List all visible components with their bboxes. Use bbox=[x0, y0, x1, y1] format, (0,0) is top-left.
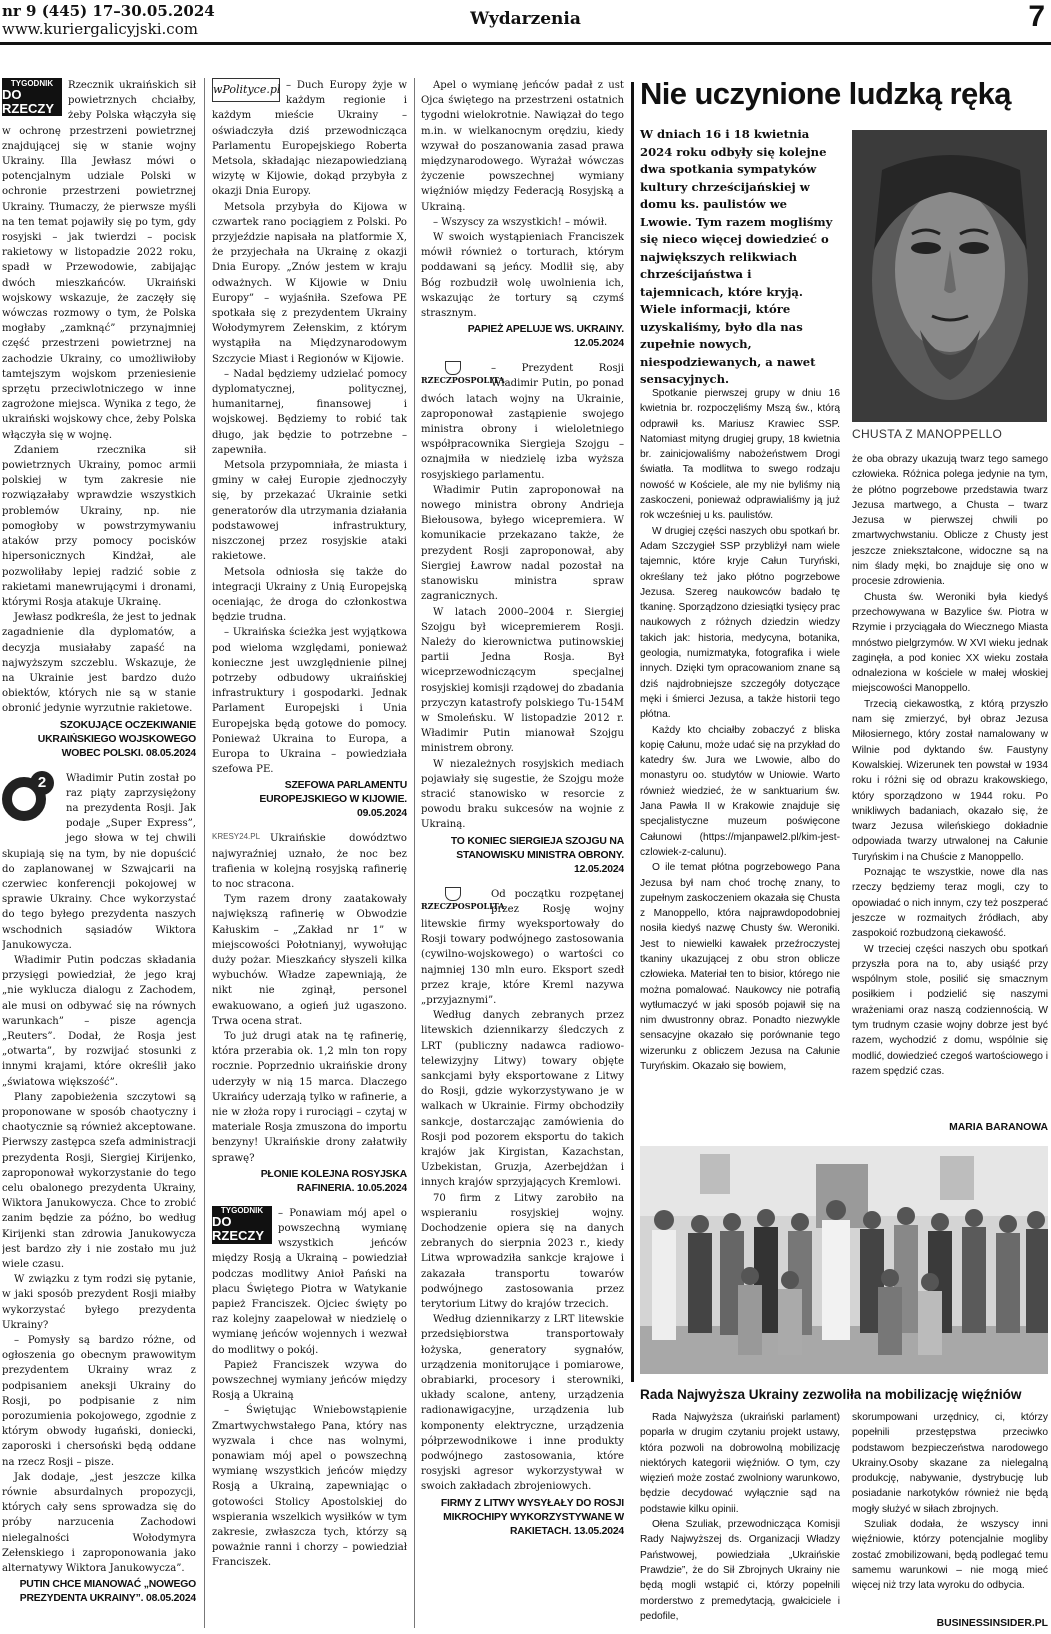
brief-column-b bbox=[852, 1410, 1048, 1632]
paragraph: Jak dodaje, „jest jeszcze kilka równie absurdalnych propozycji, których cały sens sprowadza się do próby narzucenia Zachodowi nielegalności Wołodymyra Zełenskiego i zaproponowania jako alternatywy Wiktora Janukowycza”. bbox=[2, 1471, 196, 1575]
column-divider bbox=[414, 78, 415, 1628]
paragraph: – Wszyscy za wszystkich! – mówił. bbox=[433, 216, 608, 228]
paragraph: Według danych zebranych przez litewskich dziennikarzy śledczych z LRT (publiczny nadawca radiowo-telewizyjny Litwy) towary objęte sankcjami były eksportowane z Litwy do Rosji, gdzie wykorzystywano je w walkach w Ukrainie. Firmy obchodziły sankcje, dostarczając zamówienia do Rosji pod pozorem eksportu do takich krajów jak Kirgistan, Kazachstan, Uzbekistan, Gruzja, Azerbejdżan i innych krajów sprzyjających Kremlowi. bbox=[421, 1010, 624, 1189]
paragraph: Tym razem drony zaatakowały największą rafinerię w Obwodzie Kałuskim – „Zakład nr 1” w miejscowości Połotnianyj, wywołując duży pożar. Mieszkańcy słyszeli kilka wybuchów. Władze zapewniają, że nikt nie zginął, personel ewakuowano, a ogień już ugaszono. Trwa ocena strat. bbox=[212, 894, 407, 1027]
paragraph: Ukraińskie dowództwo najwyraźniej uznało, że noc bez trafienia w kolejną rosyjską rafinerię to noc stracona. bbox=[212, 833, 407, 890]
paragraph: Metsola przypomniała, że miasta i gminy w całej Europie zjednoczyły się, by przekazać Ukrainie setki generatorów dla utrzymania działania podstawowej infrastruktury, niszczonej przez rosyjskie ataki rakietowe. bbox=[212, 460, 407, 563]
article-byline: PŁONIE KOLEJNA ROSYJSKA RAFINERIA. 10.05.2024 bbox=[260, 1168, 407, 1194]
article-shoigu bbox=[421, 361, 624, 876]
paragraph: Apel o wymianę jeńców padał z ust Ojca świętego na przestrzeni ostatnich tygodni wielokrotnie. Nawiązał do tego m.in. w wielkanocnym orędziu, kiedy wzywał do poszanowania zasad prawa międzynarodowego. Wyrażał wówczas życzenie powszechnej wymiany więźniów między Federacją Rosyjską a Ukrainą. bbox=[421, 80, 624, 213]
issue-number: nr 9 (445) 17–30.05.2024 bbox=[2, 2, 215, 20]
wpolityce-logo: wPolityce.pl bbox=[212, 78, 280, 102]
header-rule bbox=[0, 42, 1051, 45]
article-byline: SZEFOWA PARLAMENTU EUROPEJSKIEGO W KIJOWIE. 09.05.2024 bbox=[259, 780, 407, 820]
paragraph: Chusta św. Weroniki była kiedyś przechowywana w Bazylice św. Piotra w Rzymie i przyciągała do Wiecznego Miasta mnóstwo pielgrzymów. W XVI wieku jednak zaginęła, a pod koniec XX wieku została odnaleziona w kościele w małej włoskiej miejscowości Manoppello. bbox=[852, 591, 1048, 695]
paragraph: W trzeciej części naszych obu spotkań przyszła pora na to, aby usiąść przy wspólnym stole, posilić się smacznym posiłkiem i podzielić się naszymi wrażeniami oraz naszą codziennością. W tym trudnym czasie wojny dobrze jest być razem, wychodzić z domu, wspólnie się modlić, dowiedzieć czegoś wartościowego i razem spędzić czas. bbox=[852, 943, 1048, 1077]
paragraph: Zdaniem rzecznika sił powietrznych Ukrainy, pomoc armii polskiej w tym zakresie nie rozwiązałaby wprawdzie wszystkich problemów Ukrainy, np. nie pomogłoby w powstrzymywaniu ataków przy pomocy pocisków hipersonicznych Kindżał, ale pozwoliłaby lepiej radzić sobie z rakietami manewrującymi i dronami, którymi Rosja atakuje Ukrainę. bbox=[2, 444, 196, 608]
paragraph: Władimir Putin zaproponował na nowego ministra obrony Andrieja Biełousowa, byłego wicepremiera. W komunikacie przekazano także, że prezydent Rosji zaproponował, aby Siergiej Ławrow nadal pozostał na stanowisku ministra spraw zagranicznych. bbox=[421, 484, 624, 603]
brief-title: Rada Najwyższa Ukrainy zezwoliła na mobilizację więźniów bbox=[640, 1387, 1022, 1402]
page-number: 7 bbox=[1028, 0, 1045, 33]
article-airspace bbox=[2, 78, 196, 761]
photo-caption: CHUSTA Z MANOPPELLO bbox=[852, 427, 1003, 441]
paragraph: Według dziennikarzy z LRT litewskie przedsiębiorstwa transportowały łożyska, generatory sygnałów, urządzenia monitorujące i pomiarowe, obrabiarki, procesory i sterowniki, układy scalone, anteny, urządzenia radionawigacyjne, urządzenia lub komponenty elektryczne, urządzenia półprzewodnikowe i inne produkty podwójnego zastosowania, które rosyjski agresor wykorzystywał w swoich zakładach zbrojeniowych. bbox=[421, 1314, 624, 1493]
paragraph: O ile temat płótna pogrzebowego Pana Jezusa był nam choć trochę znany, to zupełnym zaskoczeniem okazała się Chusta z Manoppello, która najprawdopodobniej nosiła kiedyś nazwę Chusty św. Weroniki. Jest to niewielki kawałek przeźroczystej tkaniny ukazującej z obu stron oblicze człowieka. Materiał ten to bisior, którego nie można pomalować. Naukowcy nie potrafią wytłumaczyć w jaki sposób pojawił się na nim dwustronny obraz. Ponadto niezwykle sensacyjne okazało się porównanie tego wizerunku z obliczem Jezusa na Całunie Turyńskim. Okazało się bowiem, bbox=[640, 862, 840, 1073]
article-byline: PAPIEŻ APELUJE WS. UKRAINY. 12.05.2024 bbox=[467, 324, 624, 350]
brief-column-a bbox=[640, 1410, 840, 1632]
feature-author: MARIA BARANOWA bbox=[949, 1122, 1048, 1133]
article-byline: FIRMY Z LITWY WYSYŁAŁY DO ROSJI MIKROCHIPY WYKORZYSTYWANE W RAKIETACH. 13.05.2024 bbox=[440, 1497, 624, 1537]
paragraph: Trzecią ciekawostką, z którą przyszło nam się zmierzyć, był obraz Jezusa Miłosiernego, który został namalowany w Wilnie pod dyktando św. Faustyny Kowalskiej. Wizerunek ten powstał w 1934 roku i różni się od obrazu krakowskiego, który sporządzono w 1944 roku. Po wnikliwych badaniach, okazało się, że twarz Jezusa wileńskiego dokładnie odpowiada twarzy utrwalonej na Całunie Turyńskim i na Chuście z Manoppello. bbox=[852, 698, 1048, 863]
paragraph: – Ponawiam mój apel o powszechną wymianę wszystkich jeńców między Rosją a Ukrainą – powiedział podczas modlitwy Anioł Pański na placu Świętego Piotra w Watykanie papież Franciszek. Ojciec święty po raz kolejny zaapelował w niedzielę o wymianę jeńców wojennych i wezwał do modlitwy o pokój. bbox=[212, 1207, 407, 1356]
article-byline: TO KONIEC SIERGIEJA SZOJGU NA STANOWISKU MINISTRA OBRONY. 12.05.2024 bbox=[450, 835, 624, 875]
column-divider bbox=[204, 78, 205, 1628]
feature-lead: W dniach 16 i 18 kwietnia 2024 roku odbyły się kolejne dwa spotkania sympatyków kultury chrześcijańskiej w domu ks. paulistów we Lwowie. Tym razem mogliśmy się nieco więcej dowiedzieć o największych relikwiach chrześcijaństwa i tajemnicach, które kryją. Wiele informacji, które uzyskaliśmy, było dla nas zupełnie nowych, niespodziewanych, a nawet sensacyjnych. bbox=[640, 127, 833, 386]
paragraph: Poznając te wszystkie, nowe dla nas rzeczy będziemy teraz mogli, czy to opowiadać o nich innym, czy też poszperać jeszcze w rozmaitych źródłach, aby zaspokoić rozbudzoną ciekawość. bbox=[852, 867, 1048, 940]
paragraph: że oba obrazy ukazują twarz tego samego człowieka. Różnica polega jedynie na tym, że płótno pogrzebowe przedstawia twarz Jezusa martwego, a Chusta – twarz Jezusa w pierwszej chwili po zmartwychwstaniu. Oblicze z Chusty jest jeszcze zniekształcone, widoczne są na nim ślady męki, bo znajduje się ono w procesie zdrowienia. bbox=[852, 454, 1048, 588]
paragraph: – Duch Europy żyje w każdym regionie i każdym mieście Ukrainy – oświadczyła dziś przewodnicząca Parlamentu Europejskiego Roberta Metsola, składając niezapowiedzianą wizytę w Kijowie, dokąd przybyła z okazji Dnia Europy. bbox=[212, 80, 407, 198]
kresy-logo: KRESY24.PL bbox=[212, 832, 261, 842]
paragraph: Jewłasz podkreśla, że jest to jednak zagadnienie dla dyplomatów, a decyzja musiałaby zapaść na najwyższym szczeblu. Wskazuje, że na Ukrainie jest bardzo dużo obiektów, których nie są w stanie obronić jedynie wyrzutnie rakietowe. bbox=[2, 612, 196, 715]
site-url[interactable]: www.kuriergalicyjski.com bbox=[2, 20, 198, 38]
paragraph: W latach 2000–2004 r. Siergiej Szojgu był wicepremierem Rosji. Należy do kierownictwa putinowskiej partii Jedna Rosja. Był wiceprzewodniczącym specjalnej rosyjskiej komisji rządowej do zbadania przyczyn katastrofy polskiego Tu-154M w Smoleńsku. W listopadzie 2012 r. Władimir Putin mianował Szojgu ministrem obrony. bbox=[421, 606, 624, 755]
column-2 bbox=[212, 78, 407, 1632]
feature-column-b bbox=[852, 452, 1048, 1142]
paragraph: W swoich wystąpieniach Franciszek mówił również o torturach, którym poddawani są jeńcy. Modlił się, aby Bóg rozbudził wolę uwolnienia ich, wskazując że tortury są czymś strasznym. bbox=[421, 232, 624, 320]
column-3 bbox=[421, 78, 624, 1632]
paragraph: Szuliak dodała, że wszyscy inni więźniowie, którzy potencjalnie mogliby zostać zmobilizowani, będą podlegać temu samemu warunkowi – nie mogą mieć więcej niż trzy lata wyroku do odbycia. bbox=[852, 1519, 1048, 1592]
paragraph: Władimir Putin został po raz piąty zaprzysiężony na prezydenta Rosji. Jak podaje „Super Express”, jego słowa w tej chwili skupiają się na tym, by nie dopuścić do zaplanowanej w Szwajcarii na czerwiec konferencji pokojowej w sprawie Ukrainy. Chce wykorzystać do tego byłego prezydenta naszych wschodnich sąsiadów Wiktora Janukowycza. bbox=[2, 772, 196, 951]
feature-title: Nie uczynione ludzką ręką bbox=[640, 76, 1011, 111]
paragraph: Plany zapobieżenia szczytowi są proponowane w sposób chaotyczny i chaotycznie są również akceptowane. Pierwszy zastępca szefa administracji prezydenta Rosji, Siergiej Kirijenko, zaproponował wykorzystanie do tego celu obalonego prezydenta Ukrainy, Wiktora Janukowycza. Chce to zrobić zanim będzie za późno, bo według Kirijenki stan zdrowia Janukowycza jest bardzo zły i nie zostało mu już wiele czasu. bbox=[2, 1091, 196, 1271]
paragraph: – Ukraińska ścieżka jest wyjątkowa pod wieloma względami, ponieważ konieczne jest uwzględnienie pilnej potrzeby odbudowy ukraińskiej infrastruktury i gospodarki. Jednak Parlament Europejski i Unia Europejska będą gotowe do pomocy. Ponieważ Ukraina to Europa, a Europa to Ukraina – powiedziała szefowa PE. bbox=[212, 627, 407, 776]
paragraph: Rada Najwyższa (ukraiński parlament) poparła w drugim czytaniu projekt ustawy, która pozwoli na dobrowolną mobilizację niektórych kategorii więźniów. O tym, czy więzień może zostać zwolniony warunkowo, będzie decydować wyłącznie sąd na podstawie kilku opinii. bbox=[640, 1412, 840, 1515]
paragraph: Władimir Putin podczas składania przysięgi powiedział, że jego kraj „nie wyklucza dialogu z Zachodem, ale musi on odbywać się na równych warunkach” – pisze agencja „Reuters”. Dodał, że Rosja jest „otwarta”, by rozwijać stosunki z innymi krajami, które określił jako „światowa większość”. bbox=[2, 954, 196, 1088]
feature-column-a bbox=[640, 386, 840, 1156]
paragraph: Papież Franciszek wzywa do powszechnej wymiany jeńców między Rosją a Ukrainą bbox=[212, 1359, 407, 1402]
paragraph: To już drugi atak na tę rafinerię, która przerabia ok. 1,2 mln ton ropy rocznie. Poprzednio ukraińskie drony uderzyły w nią 15 marca. Dlaczego Ukraińcy uderzają tylko w rafinerie, a nie w złoża ropy i rurociągi – czytaj w materiale Rosja zmuszona do importu benzyny! Ukraińskie drony załatwiły sprawę? bbox=[212, 1030, 407, 1164]
paragraph: W niezależnych rosyjskich mediach pojawiały się sugestie, że Szojgu może stracić stanowisko w resorcie z powodu braku sukcesów na wojnie z Ukrainą. bbox=[421, 758, 624, 831]
article-pope-appeal bbox=[212, 1206, 407, 1571]
do-rzeczy-logo: TYGODNIK DO RZECZY bbox=[2, 78, 62, 116]
article-pope-continued bbox=[421, 78, 624, 351]
paragraph: – Świętując Wniebowstąpienie Zmartwychwstałego Pana, który nas wyzwala i chce nas wolnymi, ponawiam mój apel o powszechną wymianę wszystkich jeńców między Rosją a Ukrainą, zapewniając o gotowości Stolicy Apostolskiej do wspierania wszelkich wysiłków w tym zakresie, zwłaszcza tych, którzy są poważnie ranni i chorzy – powiedział Franciszek. bbox=[212, 1405, 407, 1569]
paragraph: W drugiej części naszych obu spotkań br. Adam Szczygieł SSP przybliżył nam wiele tajemnic, które kryje Całun Turyński, określany też jako płótno pogrzebowe Jezusa. Szereg naukowców badało tę tkaninę. Sporządzono dziesiątki tysięcy prac naukowych z różnych dziedzin wiedzy takich jak: historia, medycyna, botanika, geologia, numizmatyka, fotografika i wiele innych. Dzięki tym opracowaniom znane są dziś najdrobniejsze szczegóły dotyczące męki i śmierci Jezusa, a także historii tego płótna. bbox=[640, 525, 840, 721]
article-putin-janukowycz bbox=[2, 771, 196, 1607]
paragraph: Od początku rozpętanej przez Rosję wojny litewskie firmy wyeksportowały do Rosji towary podwójnego zastosowania (cywilno-wojskowego) o wartości co najmniej 130 mln euro. Eksport szedł przez kraje, które Kreml nazywa „przyjaznymi”. bbox=[421, 888, 624, 1006]
paragraph: 70 firm z Litwy zarobiło na wspieraniu rosyjskiej wojny. Dochodzenie opiera się na danych zebranych do sierpnia 2023 r., kiedy Litwa wprowadziła sankcje krajowe i zakazała transportu towarów podwójnego zastosowania przez terytorium Litwy do krajów trzecich. bbox=[421, 1192, 624, 1311]
paragraph: Spotkanie pierwszej grupy w dniu 16 kwietnia br. rozpoczęliśmy Mszą św., którą odprawił ks. Mariusz Krawiec SSP. Natomiast mityng drugiej grupy, 18 kwietnia br. zainicjowaliśmy nabożeństwem Drogi światła. Ta modlitwa to swego rodzaju nowość w Kościele, ale my nie byliśmy nią zaskoczeni, ponieważ odprawialiśmy ją już rok wcześniej u ks. paulistów. bbox=[640, 388, 840, 522]
article-byline: SZOKUJĄCE OCZEKIWANIE UKRAIŃSKIEGO WOJSKOWEGO WOBEC POLSKI. 08.05.2024 bbox=[37, 719, 196, 759]
article-refinery bbox=[212, 831, 407, 1195]
feature-divider bbox=[631, 82, 634, 1382]
section-title: Wydarzenia bbox=[470, 9, 581, 29]
paragraph: – Nadal będziemy udzielać pomocy dyplomatycznej, politycznej, humanitarnej, finansowej i wojskowej. Będziemy to robić tak długo, jak będzie to potrzebne – zapewniła. bbox=[212, 368, 407, 456]
rzeczpospolita-logo: RZECZPOSPOLITA bbox=[421, 887, 485, 913]
o2-logo: 2 bbox=[2, 771, 60, 831]
article-lithuania bbox=[421, 887, 624, 1539]
paragraph: – Prezydent Rosji Władimir Putin, po ponad dwóch latach wojny na Ukrainie, zaproponował zastąpienie swojego ministra obrony i wieloletniego współpracownika Siergieja Szojgu – oznajmiła w niedzielę izba wyższa rosyjskiego parlamentu. bbox=[421, 363, 624, 481]
paragraph: – Pomysły są bardzo różne, od ogłoszenia go obecnym prawowitym prezydentem Ukrainy wraz z podpisaniem aneksji Ukrainy do Rosji, po podpisanie z nim porozumienia pokojowego, zgodnie z którym obwody ługański, doniecki, zaporoski i chersoński będą oddane na rzecz Rosji – pisze. bbox=[2, 1335, 196, 1468]
article-byline: PUTIN CHCE MIANOWAĆ „NOWEGO PREZYDENTA UKRAINY”. 08.05.2024 bbox=[19, 1579, 196, 1605]
column-1 bbox=[2, 78, 196, 1632]
brief-source: BUSINESSINSIDER.PL bbox=[936, 1618, 1048, 1629]
paragraph: Ołena Szuliak, przewodnicząca Komisji Rady Najwyższej ds. Organizacji Władzy Państwowej, powiedziała „Ukraińskie Prawdzie”, że do Sił Zbrojnych Ukrainy nie będą mogli wstąpić ci, którzy popełnili morderstwo z premedytacją, gwałciciele i pedofile, bbox=[640, 1519, 840, 1622]
paragraph: Metsola odniosła się także do integracji Ukrainy z Unią Europejską oceniając, że droga do członkostwa będzie trudna. bbox=[212, 566, 407, 624]
paragraph: skorumpowani urzędnicy, ci, którzy popełnili przestępstwa przeciwko podstawom bezpieczeństwa narodowego Ukrainy.Osoby skazane za nielegalną produkcję, nabywanie, dystrybucję lub posiadanie narkotyków również nie będą mogły służyć w siłach zbrojnych. bbox=[852, 1412, 1048, 1515]
paragraph: Rzecznik ukraińskich sił powietrznych chciałby, żeby Polska włączyła się w ochronę przestrzeni powietrznej znajdującej się w stanie wojny Ukrainy. Illa Jewłasz mówi o potencjalnym udziale Polski w ochronie przestrzeni powietrznej Ukrainy. Tłumaczy, że pierwsze myśli na ten temat pojawiły się po tym, gdy rosyjski – jak twierdzi – pocisk rakietowy w listopadzie 2022 roku, spadł w Przewodowie, zabijając dwóch mieszkańców. Ukraiński wojskowy wskazuje, że zaczęły się wówczas rozmowy o tym, że Polska mogłaby „zamknąć” przynajmniej część przestrzeni powietrznej na zachodzie Ukrainy, co umożliwiłoby tamtejszym wojskom przeniesienie sprzętu przeciwlotniczego w inne zagrożone miejsca. Wynika z tego, że ukraiński wojskowy chce, żeby Polska włączyła się w wojnę. bbox=[2, 80, 196, 441]
article-metsola bbox=[212, 78, 407, 821]
rzeczpospolita-logo: RZECZPOSPOLITA bbox=[421, 361, 485, 387]
paragraph: Każdy kto chciałby zobaczyć z bliska kopię Całunu, może udać się na przykład do katedry św. Jura we Lwowie, albo do monastyru oo. studytów w Uniowie. Warto również wiedzieć, że w sanktuarium św. Jana Pawła II w Krakowie znajduje się specjalistyczne muzeum poświęcone Całunowi (https://mjanpawel2.pl/kim-jest-czlowiek-z-calunu). bbox=[640, 724, 840, 858]
page-header bbox=[0, 0, 1051, 44]
paragraph: Metsola przybyła do Kijowa w czwartek rano pociągiem z Polski. Po przyjeździe napisała na platformie X, że przyjechała na Ukrainę z okazji Dnia Europy. „Znów jestem w kraju odważnych. W Kijowie w Dniu Europy” – wyjaśniła. Szefowa PE spotkała się z prezydentem Ukrainy Wołodymyrem Zełenskim, z którym wystąpiła na Międzynarodowym Szczycie Miast i Regionów w Kijowie. bbox=[212, 201, 407, 365]
do-rzeczy-logo: TYGODNIK DO RZECZY bbox=[212, 1206, 272, 1244]
manoppello-veil-photo bbox=[852, 130, 1047, 422]
group-photo bbox=[640, 1146, 1048, 1374]
paragraph: W związku z tym rodzi się pytanie, w jaki sposób prezydent Rosji miałby wykorzystać byłego prezydenta Ukrainy? bbox=[2, 1274, 196, 1331]
